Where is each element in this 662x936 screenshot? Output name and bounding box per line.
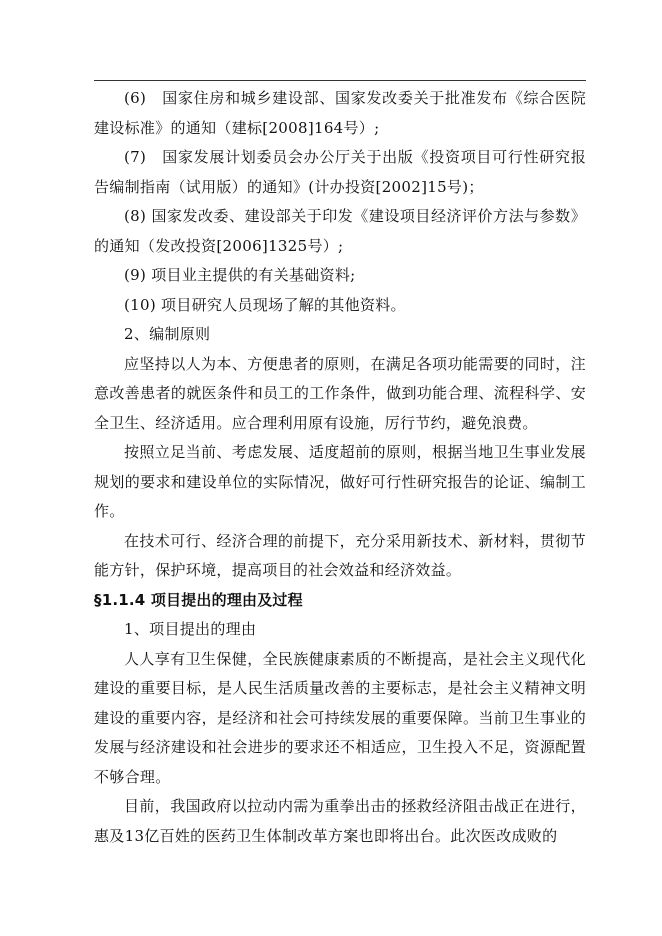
principle-paragraph: 按照立足当前、考虑发展、适度超前的原则，根据当地卫生事业发展规划的要求和建设单位的实际情况，做好可行性研究报告的论证、编制工作。 bbox=[94, 443, 586, 520]
reference-item-6: (6) 国家住房和城乡建设部、国家发改委关于批准发布《综合医院建设标准》的通知（建标[2008]164号）; bbox=[94, 89, 586, 137]
section-heading: §1.1.4 项目提出的理由及过程 bbox=[94, 590, 303, 609]
subheading-project-reasons: 1、项目提出的理由 bbox=[124, 620, 257, 638]
subheading-compilation-principles: 2、编制原则 bbox=[124, 325, 211, 343]
reference-item-8: (8) 国家发改委、建设部关于印发《建设项目经济评价方法与参数》的通知（发改投资[2006]1325号）; bbox=[94, 207, 586, 255]
body-paragraph: 人人享有卫生保健，全民族健康素质的不断提高，是社会主义现代化建设的重要目标，是人民生活质量改善的主要标志，是社会主义精神文明建设的重要内容，是经济和社会可持续发展的重要保障。当前卫生事业的发展与经济建设和社会进步的要求还不相适应，卫生投入不足，资源配置不够合理。 bbox=[94, 649, 586, 786]
header-rule bbox=[94, 80, 586, 81]
principle-paragraph: 在技术可行、经济合理的前提下，充分采用新技术、新材料，贯彻节能方针，保护环境，提高项目的社会效益和经济效益。 bbox=[94, 531, 586, 579]
page-body bbox=[94, 84, 586, 851]
reference-item-9: (9) 项目业主提供的有关基础资料; bbox=[124, 266, 356, 284]
body-paragraph: 目前，我国政府以拉动内需为重拳出击的拯救经济阻击战正在进行，惠及13亿百姓的医药卫生体制改革方案也即将出台。此次医改成败的 bbox=[94, 797, 586, 845]
reference-item-7: (7) 国家发展计划委员会办公厅关于出版《投资项目可行性研究报告编制指南（试用版）的通知》(计办投资[2002]15号)； bbox=[94, 148, 586, 196]
principle-paragraph: 应坚持以人为本、方便患者的原则，在满足各项功能需要的同时，注意改善患者的就医条件和员工的工作条件，做到功能合理、流程科学、安全卫生、经济适用。应合理利用原有设施，厉行节约，避免浪费。 bbox=[94, 354, 586, 432]
reference-item-10: (10) 项目研究人员现场了解的其他资料。 bbox=[124, 295, 406, 314]
